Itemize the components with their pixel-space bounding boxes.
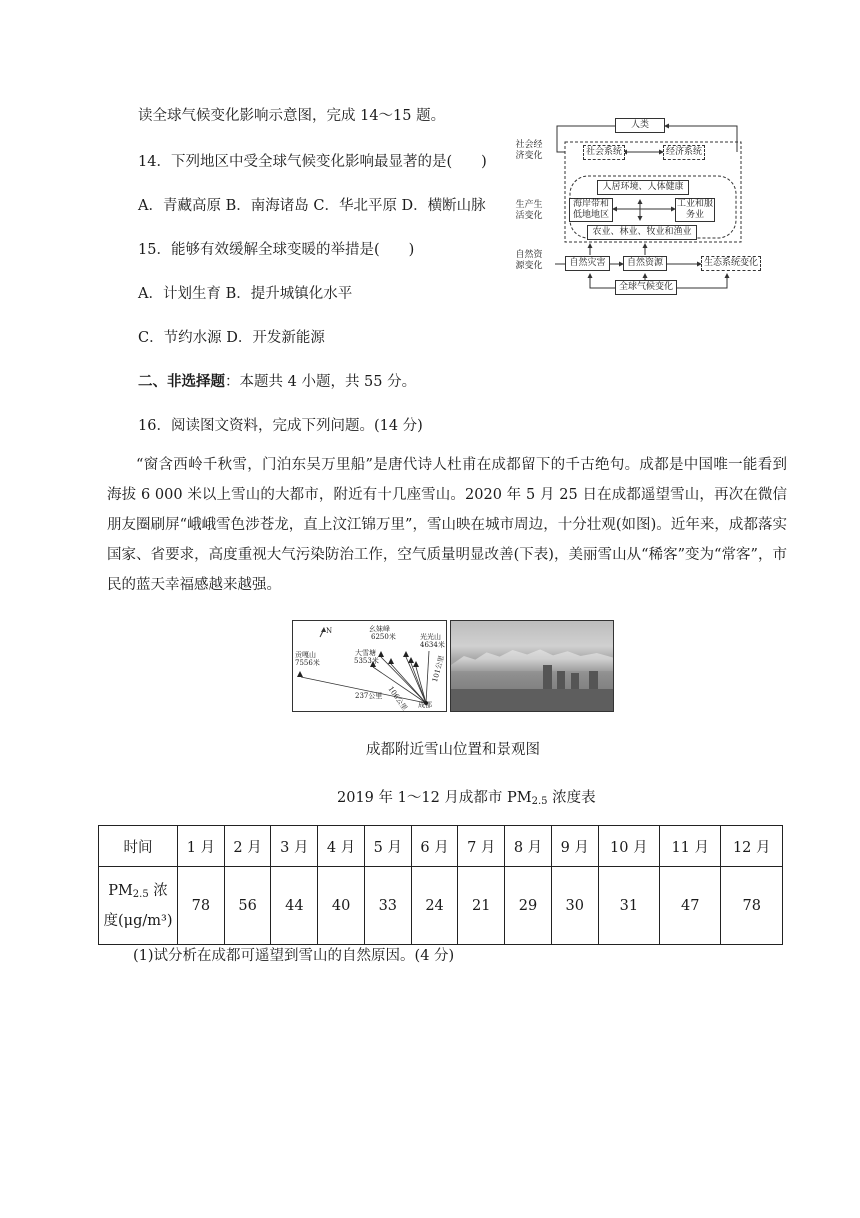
climate-impact-diagram — [515, 112, 775, 304]
q15-options-2: C．节约水源 D．开发新能源 — [138, 330, 325, 346]
q15-stem: 15．能够有效缓解全球变暖的举措是( ) — [138, 242, 415, 258]
side-label-social: 社会经济变化 — [515, 140, 543, 161]
q15-options-1: A．计划生育 B．提升城镇化水平 — [138, 286, 353, 302]
month-cell: 8 月 — [505, 826, 552, 867]
month-cell: 12 月 — [721, 826, 783, 867]
value-cell: 56 — [224, 867, 271, 945]
map-guangguang-alt: 4634米 — [420, 641, 445, 649]
map-north: N — [326, 627, 333, 635]
value-cell: 29 — [505, 867, 552, 945]
box-eco-change: 生态系统变化 — [701, 256, 761, 271]
box-resources: 自然资源 — [623, 256, 667, 271]
value-cell: 40 — [318, 867, 365, 945]
section-text: ：本题共 4 小题，共 55 分。 — [225, 374, 417, 390]
map-dist-237: 237公里 — [355, 692, 383, 700]
box-global-change: 全球气候变化 — [615, 280, 677, 295]
q16-passage — [107, 450, 787, 600]
value-cell: 21 — [458, 867, 505, 945]
photo-mountains — [451, 641, 613, 671]
value-cell: 78 — [178, 867, 225, 945]
value-cell: 47 — [660, 867, 721, 945]
box-agriculture: 农业、林业、牧业和渔业 — [587, 225, 697, 240]
row-label-line2: 度(μg/m³) — [103, 912, 173, 929]
month-cell: 4 月 — [318, 826, 365, 867]
side-label-resource: 自然资源变化 — [515, 250, 543, 271]
snow-mountain-map — [292, 620, 447, 712]
row-label — [99, 867, 178, 945]
box-living-env: 人居环境、人体健康 — [597, 180, 689, 195]
value-cell: 31 — [598, 867, 659, 945]
box-industry: 工业和服务业 — [676, 199, 713, 220]
section-heading — [138, 370, 416, 391]
q14-stem: 14．下列地区中受全球气候变化影响最显著的是( ) — [138, 154, 487, 170]
row-label-sub: 2.5 — [132, 888, 149, 900]
month-cell: 9 月 — [551, 826, 598, 867]
box-coastal: 海岸带和低地地区 — [569, 198, 613, 222]
box-human: 人类 — [615, 118, 665, 133]
map-dist-106: 106公里 — [386, 685, 409, 713]
section-label: 二、非选择题 — [138, 373, 225, 390]
table-value-row — [99, 867, 783, 945]
diagram-connectors — [515, 112, 775, 304]
month-cell: 11 月 — [660, 826, 721, 867]
map-siguniang-alt: 6250米 — [371, 633, 396, 641]
q16-stem: 16．阅读图文资料，完成下列问题。(14 分) — [138, 418, 423, 434]
map-chengdu: 成都 — [418, 701, 432, 709]
map-guangguang: 光光山 — [420, 633, 441, 641]
intro-line: 读全球气候变化影响示意图，完成 14～15 题。 — [138, 108, 446, 124]
month-cell: 1 月 — [178, 826, 225, 867]
value-cell: 30 — [551, 867, 598, 945]
figure-caption: 成都附近雪山位置和景观图 — [366, 742, 540, 758]
map-daxuetang-alt: 5353米 — [354, 657, 379, 665]
box-economic-system: 经济系统 — [663, 145, 705, 160]
value-cell: 78 — [721, 867, 783, 945]
pm25-table — [98, 825, 783, 945]
row-label-prefix: PM — [108, 882, 133, 899]
value-cell: 33 — [364, 867, 411, 945]
map-gongga-alt: 7556米 — [295, 659, 320, 667]
q14-options: A．青藏高原 B．南海诸岛 C．华北平原 D．横断山脉 — [138, 198, 486, 214]
map-dist-101: 101公里 — [431, 654, 446, 684]
box-social-system: 社会系统 — [583, 145, 625, 160]
value-cell: 24 — [411, 867, 458, 945]
box-disaster: 自然灾害 — [565, 256, 610, 271]
photo-ground — [451, 689, 613, 711]
month-cell: 6 月 — [411, 826, 458, 867]
month-cell: 7 月 — [458, 826, 505, 867]
header-label: 时间 — [99, 826, 178, 867]
sub-question-1: (1)试分析在成都可遥望到雪山的自然原因。(4 分) — [133, 948, 455, 964]
row-label-suffix: 浓 — [148, 882, 168, 899]
side-label-production: 生产生活变化 — [515, 200, 543, 221]
month-cell: 2 月 — [224, 826, 271, 867]
figure-row — [292, 620, 614, 712]
month-cell: 5 月 — [364, 826, 411, 867]
month-cell: 10 月 — [598, 826, 659, 867]
map-siguniang: 幺妹峰 — [369, 625, 390, 633]
table-title — [337, 786, 596, 807]
snow-mountain-photo — [450, 620, 614, 712]
table-title-prefix: 2019 年 1～12 月成都市 PM — [337, 790, 532, 806]
table-header-row — [99, 826, 783, 867]
q16-passage-text: “窗含西岭千秋雪，门泊东吴万里船”是唐代诗人杜甫在成都留下的千古绝句。成都是中国唯一能看到海拔 6 000 米以上雪山的大都市，附近有十几座雪山。2020 年 5 月 25 日在成都遥望雪山，再次在微信朋友圈刷屏“峨峨雪色涉苍龙，直上汶江锦万里”，雪山映在城市周边，十分壮观(如图)。近年来，成都落实国家、省要求，高度重视大气污染防治工作，空气质量明显改善(下表)，美丽雪山从“稀客”变为“常客”，市民的蓝天幸福感越来越强。 — [107, 457, 787, 593]
table-title-suffix: 浓度表 — [547, 790, 596, 806]
map-daxuetang: 大雪塘 — [355, 649, 376, 657]
value-cell: 44 — [271, 867, 318, 945]
table-title-sub: 2.5 — [531, 796, 548, 807]
month-cell: 3 月 — [271, 826, 318, 867]
map-gongga: 贡嘎山 — [295, 651, 316, 659]
